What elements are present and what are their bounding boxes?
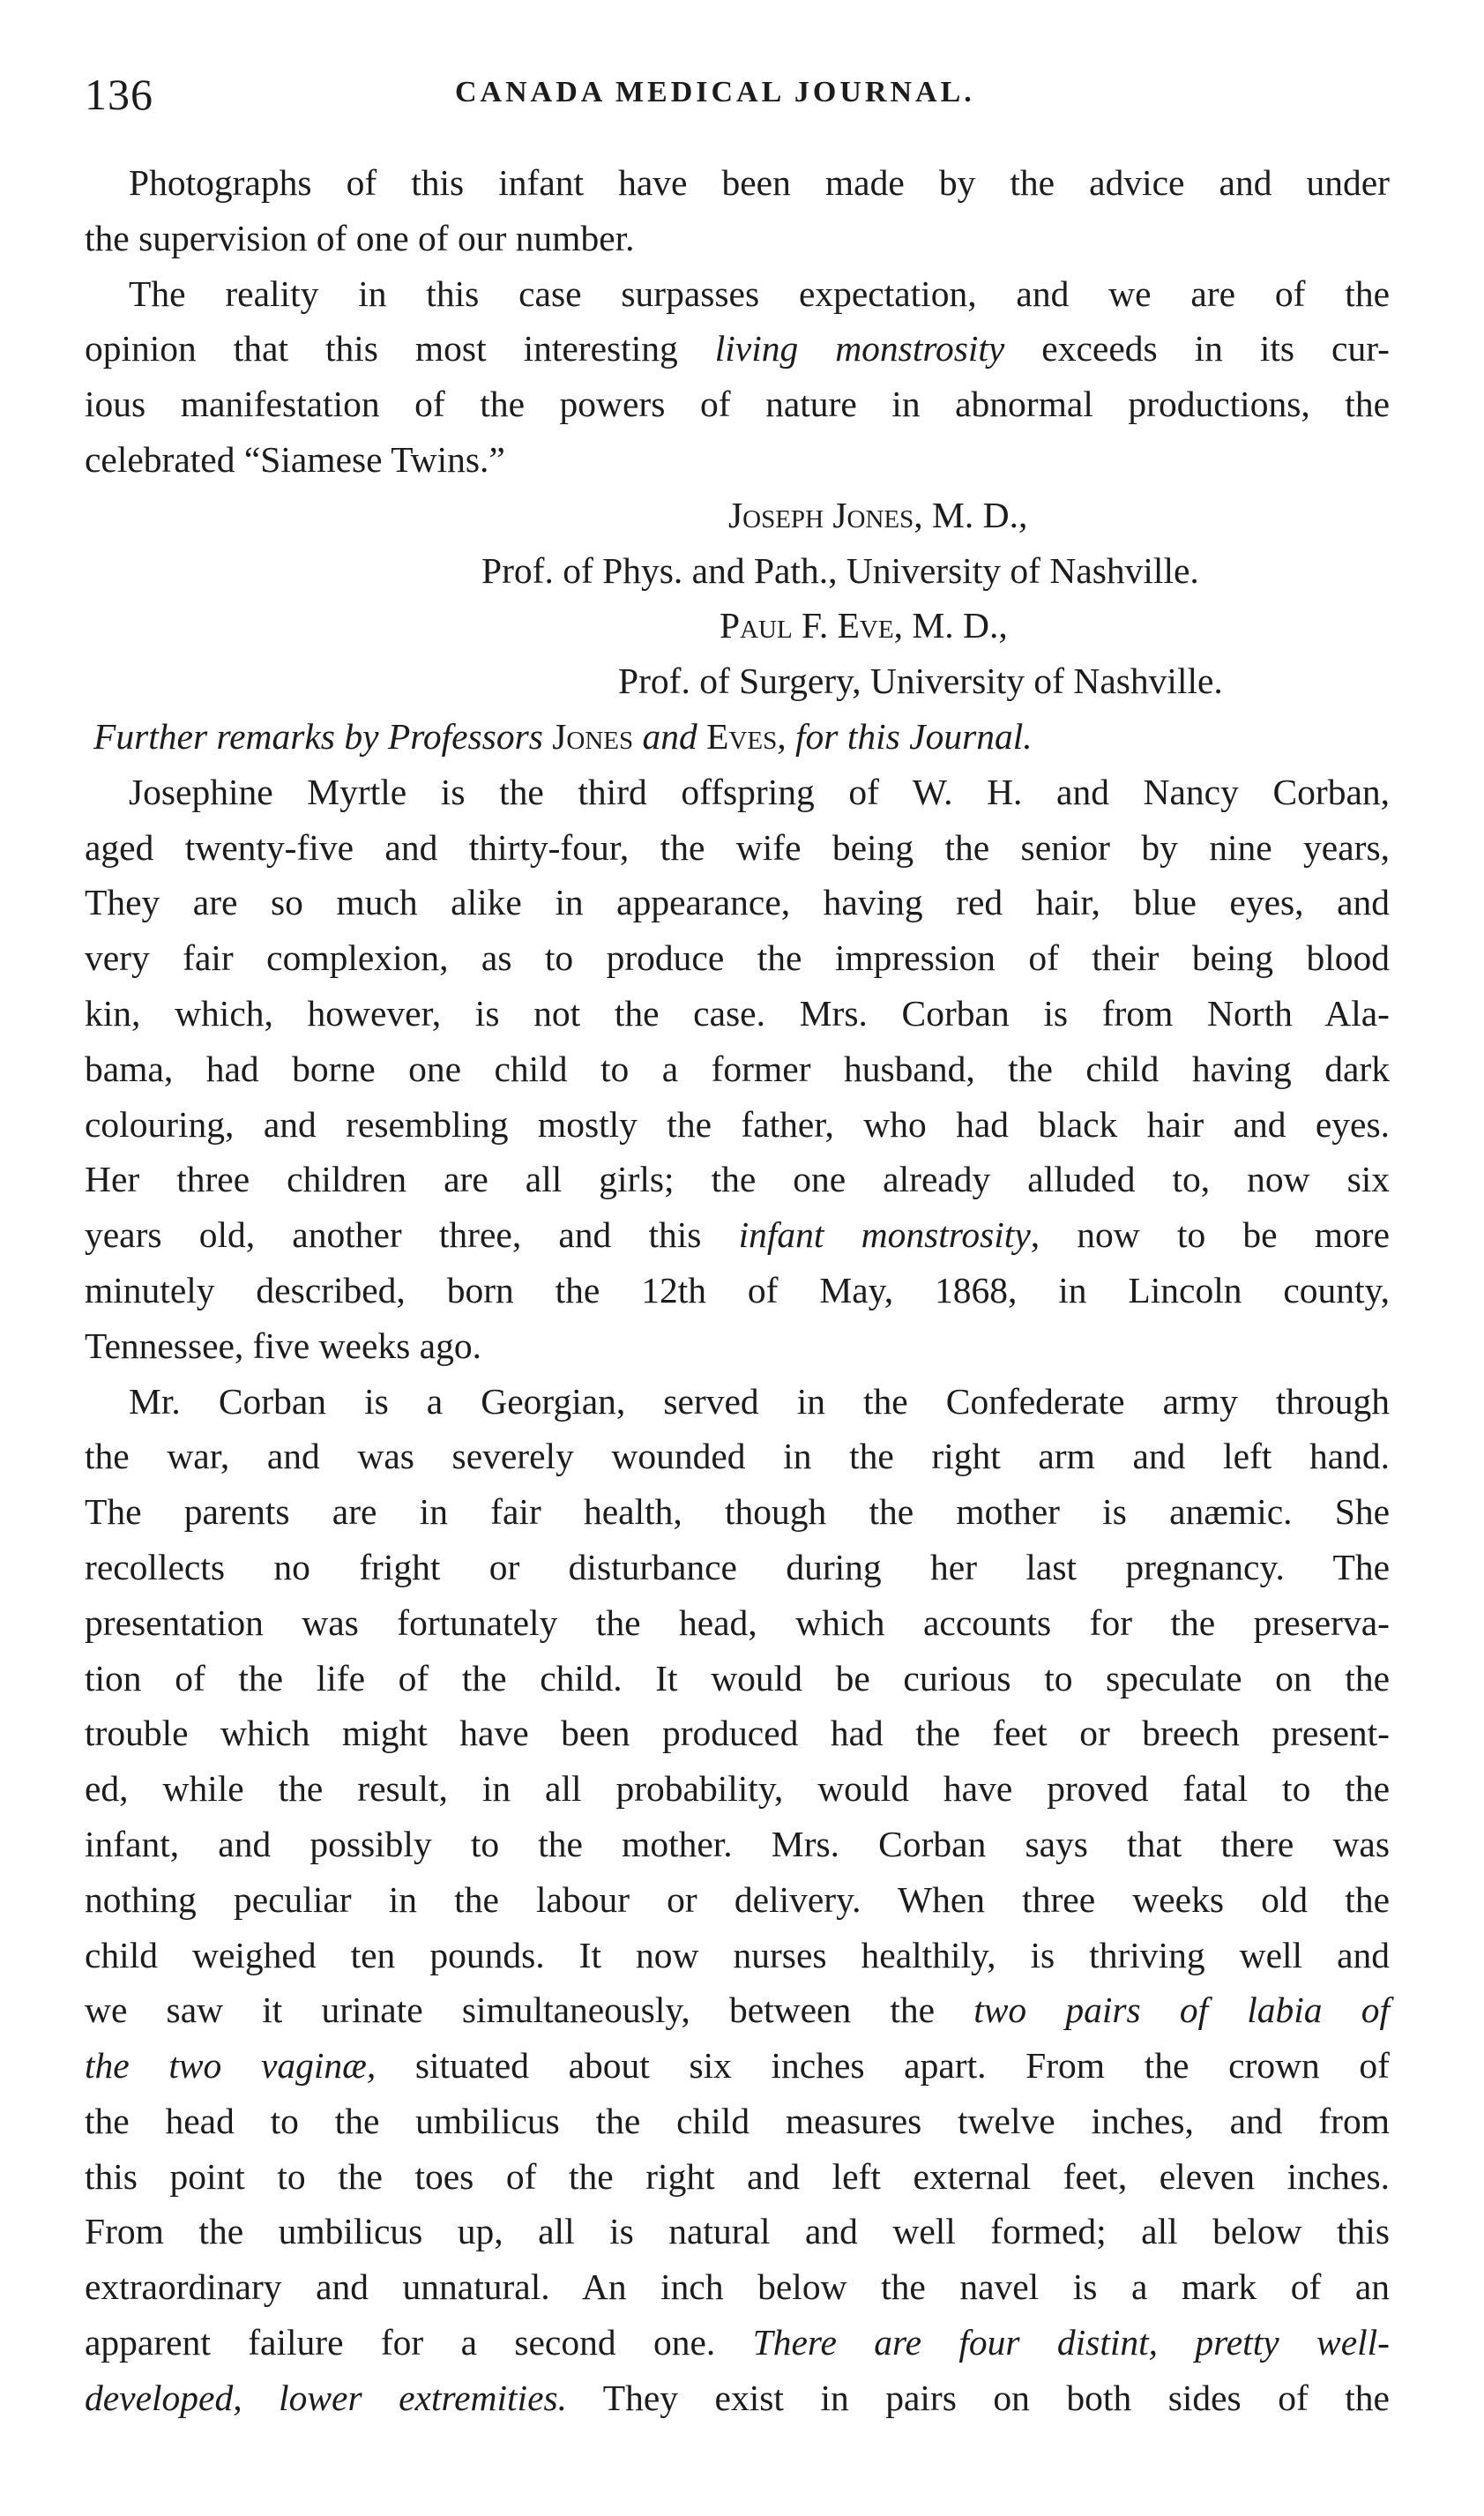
italic-phrase: two pairs of labia of — [973, 1990, 1390, 2031]
text-line: Mr. Corban is a Georgian, served in the Confederate army through — [129, 1380, 1390, 1422]
text-line: the two vaginæ, situated about six inches apart. From the crown of — [85, 2045, 1391, 2087]
page-number: 136 — [85, 70, 153, 119]
text-line: extraordinary and unnatural. An inch below the navel is a mark of an — [85, 2266, 1390, 2308]
text-line: this point to the toes of the right and left external feet, eleven inches. — [85, 2155, 1390, 2197]
text-line: Tennessee, five weeks ago. — [85, 1325, 481, 1366]
text-line: minutely described, born the 12th of May, 1868, in Lincoln county, — [85, 1269, 1390, 1310]
italic-phrase: infant monstrosity — [738, 1214, 1031, 1256]
text-line: The reality in this case surpasses expectation, and we are of the — [129, 273, 1390, 314]
text-line: colouring, and resembling mostly the father, who had black hair and eyes. — [85, 1103, 1390, 1145]
text-line: From the umbilicus up, all is natural and well formed; all below this — [85, 2211, 1390, 2252]
page-header — [85, 69, 1390, 131]
text-line: trouble which might have been produced had the feet or breech present- — [85, 1713, 1390, 1754]
text-line: Josephine Myrtle is the third offspring of W. H. and Nancy Corban, — [129, 771, 1390, 812]
section-heading: Further remarks by Professors Jones and Eves, for this Journal. — [93, 715, 1033, 757]
text-line: infant, and possibly to the mother. Mrs. Corban says that there was — [85, 1823, 1390, 1864]
author-name: Joseph Jones, M. D., — [728, 494, 1028, 535]
text-line: They are so much alike in appearance, having red hair, blue eyes, and — [85, 882, 1390, 923]
text-line: ious manifestation of the powers of nature in abnormal productions, the — [85, 384, 1390, 425]
text-line: kin, which, however, is not the case. Mrs. Corban is from North Ala- — [85, 992, 1390, 1034]
article-body — [85, 155, 1390, 2426]
author-name: Paul F. Eve, M. D., — [720, 605, 1008, 646]
italic-phrase: the two vaginæ, — [85, 2045, 377, 2087]
text-line: the supervision of one of our number. — [85, 217, 635, 258]
author-affiliation: Prof. of Phys. and Path., University of Nashville. — [481, 549, 1199, 591]
text-line: bama, had borne one child to a former husband, the child having dark — [85, 1048, 1390, 1089]
text-line: celebrated “Siamese Twins.” — [85, 438, 505, 480]
text-line: we saw it urinate simultaneously, between the two pairs of labia of — [85, 1990, 1390, 2031]
author-affiliation: Prof. of Surgery, University of Nashville. — [618, 661, 1223, 702]
text-line: recollects no fright or disturbance during her last pregnancy. The — [85, 1546, 1390, 1587]
italic-phrase: living monstrosity — [714, 328, 1005, 370]
text-line: aged twenty-five and thirty-four, the wife being the senior by nine years, — [85, 826, 1390, 868]
text-line: ed, while the result, in all probability, would have proved fatal to the — [85, 1768, 1390, 1810]
text-line: the head to the umbilicus the child measures twelve inches, and from — [85, 2100, 1390, 2141]
text-line: Her three children are all girls; the one already alluded to, now six — [85, 1159, 1390, 1200]
text-line: developed, lower extremities. They exist in pairs on both sides of the — [85, 2377, 1390, 2418]
text-line: opinion that this most interesting living monstrosity exceeds in its cur- — [85, 328, 1390, 370]
text-line: presentation was fortunately the head, which accounts for the preserva- — [85, 1601, 1390, 1643]
text-line: years old, another three, and this infant monstrosity, now to be more — [85, 1214, 1390, 1256]
text-line: apparent failure for a second one. There are four distint, pretty well- — [85, 2322, 1390, 2363]
italic-phrase: There are four distint, pretty well- — [752, 2322, 1390, 2363]
text-line: child weighed ten pounds. It now nurses healthily, is thriving well and — [85, 1934, 1390, 1975]
text-line: the war, and was severely wounded in the right arm and left hand. — [85, 1436, 1390, 1477]
text-line: very fair complexion, as to produce the impression of their being blood — [85, 937, 1390, 979]
text-line: The parents are in fair health, though the mother is anæmic. She — [85, 1491, 1390, 1533]
text-line: nothing peculiar in the labour or delivery. When three weeks old the — [85, 1878, 1390, 1920]
text-line: tion of the life of the child. It would be curious to speculate on the — [85, 1657, 1390, 1698]
text-line: Photographs of this infant have been made by the advice and under — [129, 162, 1390, 203]
running-title: CANADA MEDICAL JOURNAL. — [455, 76, 975, 108]
italic-phrase: developed, lower extremities. — [85, 2377, 568, 2418]
